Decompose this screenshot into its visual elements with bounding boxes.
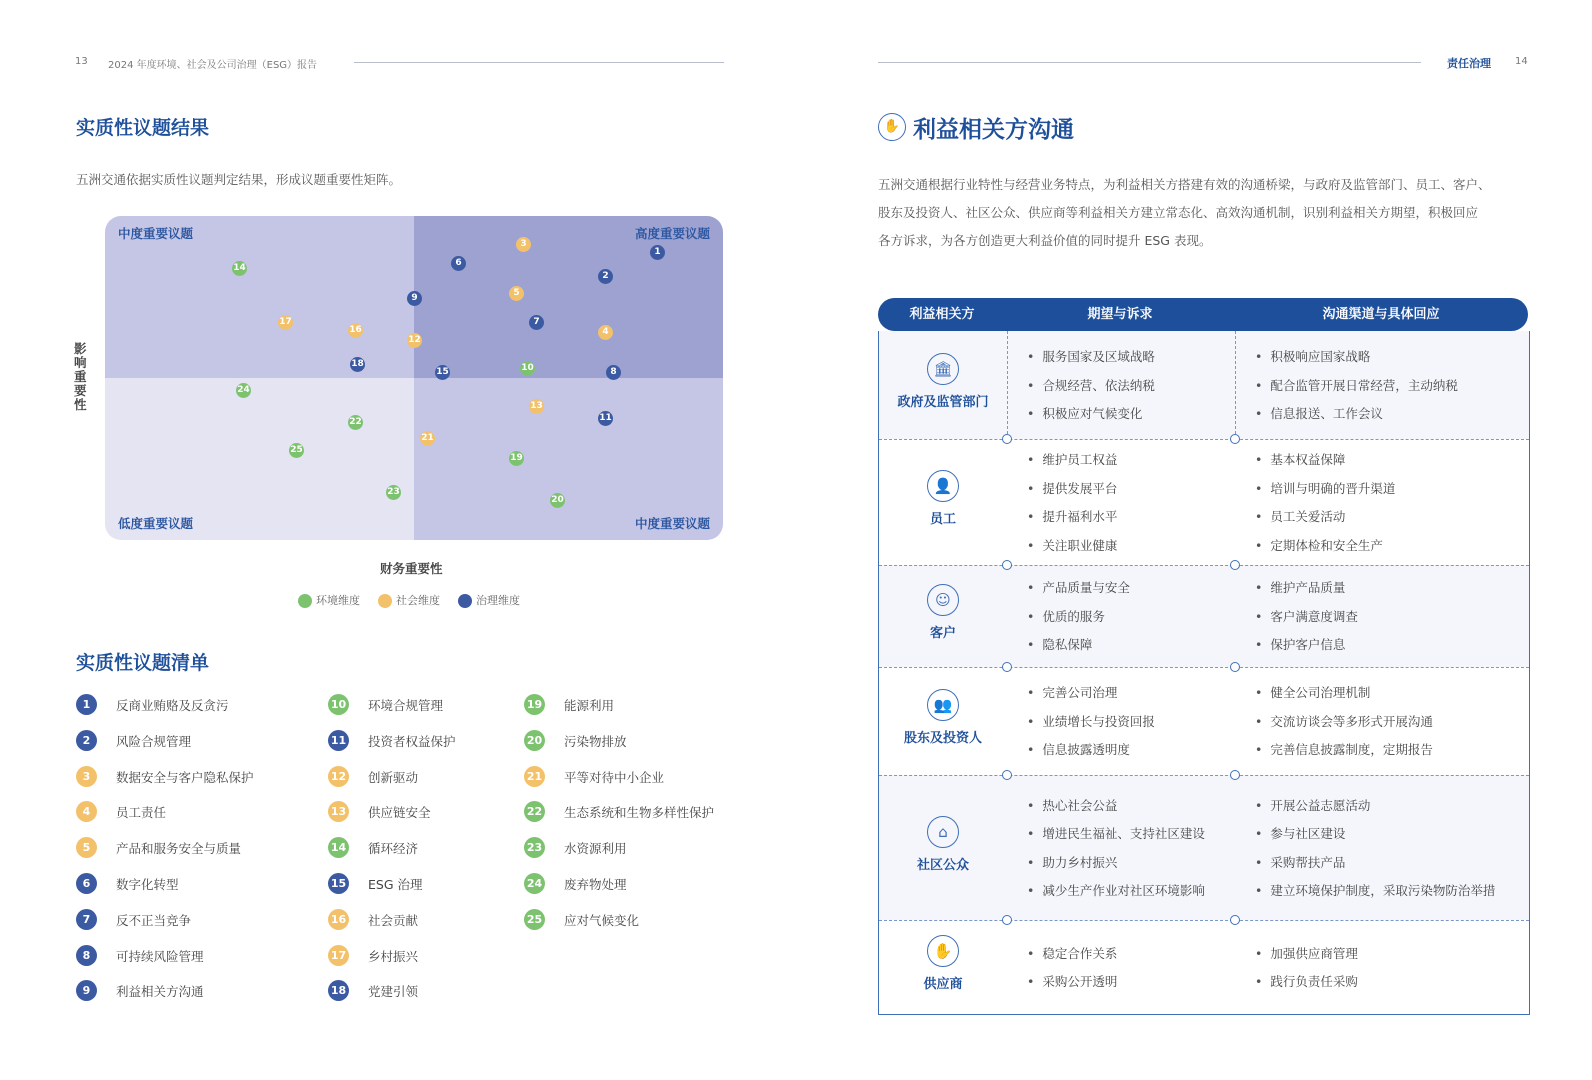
divider-node [1002, 560, 1012, 570]
expectation-item: • 稳定合作关系 [1027, 944, 1117, 962]
topic-number-badge: 14 [328, 837, 349, 858]
row-divider [879, 565, 1529, 566]
topic-label: 环境合规管理 [368, 698, 444, 713]
quadrant-label-bottom-right: 中度重要议题 [634, 516, 710, 531]
topic-label: 可持续风险管理 [116, 948, 204, 964]
matrix-point-17: 17 [278, 315, 293, 330]
matrix-point-9: 9 [407, 291, 422, 306]
response-item: • 培训与明确的晋升渠道 [1255, 479, 1395, 497]
row-divider [879, 920, 1529, 921]
legend-gov-label: 治理维度 [476, 594, 520, 607]
topic-number-badge: 1 [76, 694, 97, 715]
expectation-item: • 提供发展平台 [1027, 479, 1117, 497]
topic-label: 生态系统和生物多样性保护 [564, 805, 715, 821]
topic-number-badge: 23 [524, 837, 545, 858]
expectation-item: • 合规经营、依法纳税 [1027, 376, 1155, 394]
response-item: • 员工关爱活动 [1255, 507, 1345, 525]
topic-label: 能源利用 [564, 698, 615, 713]
right-header-divider [878, 62, 1421, 63]
supplier-handshake-icon: ✋ [927, 935, 959, 967]
matrix-point-16: 16 [348, 323, 363, 338]
topic-number-badge: 9 [76, 980, 97, 1001]
matrix-point-1: 1 [650, 245, 665, 260]
stakeholder-name: 社区公众 [916, 857, 969, 873]
topic-number-badge: 11 [328, 730, 349, 751]
topic-number-badge: 3 [76, 766, 97, 787]
matrix-point-15: 15 [435, 365, 450, 380]
topic-label: 反不正当竞争 [116, 912, 192, 928]
topic-label: 利益相关方沟通 [116, 984, 204, 1000]
response-item: • 维护产品质量 [1255, 578, 1345, 596]
response-item: • 健全公司治理机制 [1255, 683, 1370, 701]
column-header-stakeholder: 利益相关方 [909, 307, 975, 322]
topic-number-badge: 15 [328, 873, 349, 894]
response-item: • 客户满意度调查 [1255, 607, 1358, 625]
column-header-responses: 沟通渠道与具体回应 [1322, 307, 1440, 322]
response-item: • 保护客户信息 [1255, 635, 1345, 653]
stakeholder-description [878, 171, 1491, 255]
matrix-point-19: 19 [509, 451, 524, 466]
matrix-point-2: 2 [598, 269, 613, 284]
matrix-point-3: 3 [516, 237, 531, 252]
topic-number-badge: 24 [524, 873, 545, 894]
topic-label: 员工责任 [116, 805, 167, 821]
topic-label: 废弃物处理 [564, 877, 627, 892]
quadrant-label-top-right: 高度重要议题 [634, 226, 710, 241]
response-item: • 交流访谈会等多形式开展沟通 [1255, 712, 1433, 730]
stakeholder-row [879, 920, 1529, 1014]
matrix-point-5: 5 [509, 286, 524, 301]
stakeholder-row [879, 439, 1529, 565]
matrix-point-4: 4 [598, 325, 613, 340]
expectation-item: • 关注职业健康 [1027, 536, 1117, 554]
topic-number-badge: 6 [76, 873, 97, 894]
expectation-item: • 热心社会公益 [1027, 796, 1117, 814]
legend-env-label: 环境维度 [316, 594, 360, 607]
expectation-item: • 信息披露透明度 [1027, 740, 1130, 758]
topic-number-badge: 20 [524, 730, 545, 751]
expectation-item: • 减少生产作业对社区环境影响 [1027, 881, 1205, 899]
description-line: 股东及投资人、社区公众、供应商等利益相关方建立常态化、高效沟通机制，识别利益相关方期望，积极回应 [878, 205, 1479, 220]
topic-number-badge: 22 [524, 801, 545, 822]
divider-node [1002, 915, 1012, 925]
legend-gov [458, 592, 520, 608]
handshake-circle-icon: ✋ [878, 113, 906, 141]
response-item: • 建立环境保护制度，采取污染物防治举措 [1255, 881, 1495, 899]
topic-number-badge: 19 [524, 694, 545, 715]
legend-soc-label: 社会维度 [396, 594, 440, 607]
topic-number-badge: 13 [328, 801, 349, 822]
topic-number-badge: 16 [328, 909, 349, 930]
divider-node [1230, 560, 1240, 570]
matrix-point-6: 6 [451, 256, 466, 271]
matrix-point-13: 13 [529, 399, 544, 414]
topic-number-badge: 5 [76, 837, 97, 858]
divider-node [1002, 770, 1012, 780]
employee-icon: 👤 [927, 470, 959, 502]
topic-label: 应对气候变化 [564, 912, 640, 928]
divider-node [1230, 770, 1240, 780]
expectation-item: • 增进民生福祉、支持社区建设 [1027, 824, 1205, 842]
matrix-point-24: 24 [236, 383, 251, 398]
response-item: • 践行负责任采购 [1255, 972, 1358, 990]
matrix-point-14: 14 [232, 261, 247, 276]
topic-label: 社会贡献 [368, 912, 419, 928]
expectation-item: • 完善公司治理 [1027, 683, 1117, 701]
topic-list-title: 实质性议题清单 [76, 652, 210, 674]
right-page-number: 14 [1515, 56, 1528, 67]
matrix-point-22: 22 [348, 415, 363, 430]
topic-number-badge: 7 [76, 909, 97, 930]
topic-label: ESG 治理 [368, 877, 423, 892]
matrix-point-11: 11 [598, 411, 613, 426]
stakeholder-name: 政府及监管部门 [897, 395, 989, 410]
topic-label: 风险合规管理 [116, 733, 192, 749]
response-item: • 采购帮扶产品 [1255, 853, 1345, 871]
topic-number-badge: 18 [328, 980, 349, 1001]
matrix-point-25: 25 [289, 443, 304, 458]
topic-number-badge: 8 [76, 945, 97, 966]
legend-soc [378, 592, 440, 608]
expectation-item: • 提升福利水平 [1027, 507, 1117, 525]
topic-label: 创新驱动 [368, 769, 419, 785]
legend-soc-swatch [378, 594, 392, 608]
stakeholder-name: 员工 [929, 512, 956, 527]
community-icon: ⌂ [927, 816, 959, 848]
divider-node [1230, 434, 1240, 444]
topic-number-badge: 4 [76, 801, 97, 822]
expectation-item: • 采购公开透明 [1027, 972, 1117, 990]
topic-label: 供应链安全 [368, 805, 431, 821]
topic-number-badge: 25 [524, 909, 545, 930]
materiality-matrix [105, 216, 723, 540]
stakeholder-table-header [878, 298, 1528, 331]
matrix-point-18: 18 [350, 357, 365, 372]
government-building-icon: 🏛 [927, 353, 959, 385]
matrix-point-10: 10 [520, 361, 535, 376]
divider-node [1230, 915, 1240, 925]
matrix-point-12: 12 [407, 333, 422, 348]
response-item: • 加强供应商管理 [1255, 944, 1358, 962]
divider-node [1230, 662, 1240, 672]
matrix-point-21: 21 [420, 431, 435, 446]
response-item: • 基本权益保障 [1255, 450, 1345, 468]
materiality-title: 实质性议题结果 [76, 117, 210, 139]
description-line: 五洲交通根据行业特性与经营业务特点，为利益相关方搭建有效的沟通桥梁，与政府及监管部门、员工、客户、 [878, 177, 1491, 192]
row-divider [879, 775, 1529, 776]
topic-label: 污染物排放 [564, 733, 627, 749]
legend-env [298, 592, 360, 608]
quadrant-label-top-left: 中度重要议题 [118, 226, 194, 241]
expectation-item: • 业绩增长与投资回报 [1027, 712, 1155, 730]
response-item: • 定期体检和安全生产 [1255, 536, 1383, 554]
right-section-name: 责任治理 [1447, 57, 1491, 70]
topic-label: 数字化转型 [116, 877, 179, 892]
response-item: • 开展公益志愿活动 [1255, 796, 1370, 814]
stakeholder-title: 利益相关方沟通 [913, 117, 1074, 143]
expectation-item: • 隐私保障 [1027, 635, 1092, 653]
matrix-point-7: 7 [529, 315, 544, 330]
stakeholder-name: 股东及投资人 [903, 731, 982, 746]
stakeholder-name: 供应商 [923, 977, 963, 992]
topic-label: 数据安全与客户隐私保护 [116, 769, 254, 785]
topic-label: 水资源利用 [564, 841, 627, 857]
topic-number-badge: 12 [328, 766, 349, 787]
matrix-point-8: 8 [606, 365, 621, 380]
legend-env-swatch [298, 594, 312, 608]
topic-label: 投资者权益保护 [368, 733, 456, 749]
materiality-description: 五洲交通依据实质性议题判定结果，形成议题重要性矩阵。 [76, 172, 402, 187]
response-item: • 配合监管开展日常经营，主动纳税 [1255, 376, 1458, 394]
topic-label: 党建引领 [368, 984, 419, 1000]
stakeholder-row [879, 565, 1529, 667]
row-divider [879, 667, 1529, 668]
topic-label: 乡村振兴 [368, 948, 419, 964]
expectation-item: • 助力乡村振兴 [1027, 853, 1117, 871]
response-item: • 信息报送、工作会议 [1255, 404, 1383, 422]
column-header-expectations: 期望与诉求 [1087, 307, 1153, 322]
legend-gov-swatch [458, 594, 472, 608]
left-header-divider [354, 62, 724, 63]
response-item: • 完善信息披露制度，定期报告 [1255, 740, 1433, 758]
response-item: • 参与社区建设 [1255, 824, 1345, 842]
topic-number-badge: 2 [76, 730, 97, 751]
row-divider [879, 439, 1529, 440]
stakeholder-table-body [878, 331, 1530, 1015]
divider-node [1002, 662, 1012, 672]
report-title: 2024 年度环境、社会及公司治理（ESG）报告 [108, 60, 318, 71]
quadrant-label-bottom-left: 低度重要议题 [118, 516, 194, 531]
expectation-item: • 维护员工权益 [1027, 450, 1117, 468]
topic-number-badge: 17 [328, 945, 349, 966]
expectation-item: • 优质的服务 [1027, 607, 1105, 625]
topic-number-badge: 10 [328, 694, 349, 715]
expectation-item: • 积极应对气候变化 [1027, 404, 1142, 422]
matrix-point-23: 23 [386, 485, 401, 500]
expectation-item: • 产品质量与安全 [1027, 578, 1130, 596]
expectation-item: • 服务国家及区域战略 [1027, 347, 1155, 365]
stakeholder-name: 客户 [929, 626, 956, 641]
topic-label: 反商业贿赂及反贪污 [116, 698, 229, 713]
shareholders-icon: 👥 [927, 689, 959, 721]
topic-label: 产品和服务安全与质量 [116, 841, 242, 857]
matrix-point-20: 20 [550, 493, 565, 508]
left-page-number: 13 [75, 56, 88, 67]
x-axis-label: 财务重要性 [380, 561, 443, 576]
description-line: 各方诉求，为各方创造更大利益价值的同时提升 ESG 表现。 [878, 233, 1212, 248]
topic-number-badge: 21 [524, 766, 545, 787]
topic-label: 平等对待中小企业 [564, 769, 665, 785]
topic-label: 循环经济 [368, 841, 419, 857]
divider-node [1002, 434, 1012, 444]
response-item: • 积极响应国家战略 [1255, 347, 1370, 365]
y-axis-label: 影响重要性 [74, 341, 87, 412]
customer-icon: ☺ [927, 584, 959, 616]
